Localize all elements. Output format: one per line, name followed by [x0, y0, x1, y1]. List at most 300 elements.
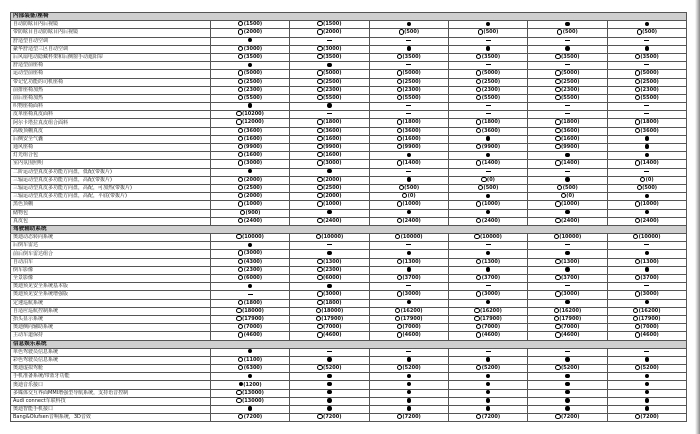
trim-cell: [528, 365, 607, 373]
trim-cell: [369, 176, 448, 184]
standard-dot-icon: [248, 284, 252, 288]
trim-cell: [211, 324, 290, 332]
option-price: (9900): [402, 144, 421, 151]
option-price: (5000): [481, 70, 501, 77]
optional-ring-icon: [555, 365, 560, 370]
option-price: (4300): [243, 258, 263, 265]
trim-cell: [290, 135, 369, 143]
standard-dot-icon: [565, 46, 569, 50]
trim-cell: [290, 406, 369, 414]
trim-cell: [211, 21, 290, 29]
optional-ring-icon: [238, 267, 243, 272]
table-row: [11, 144, 687, 152]
trim-cell: [448, 176, 527, 184]
trim-cell: [290, 381, 369, 389]
optional-ring-icon: [238, 259, 243, 264]
standard-dot-icon: [486, 153, 490, 157]
table-row: [11, 152, 687, 160]
standard-dot-icon: [486, 300, 490, 304]
standard-dot-icon: [486, 22, 490, 26]
table-row: [11, 266, 687, 274]
option-price: (3500): [243, 54, 263, 61]
feature-label: 自动防眩目内后视镜: [11, 21, 211, 29]
optional-ring-icon: [317, 414, 322, 419]
trim-cell: [369, 184, 448, 192]
standard-dot-icon: [565, 210, 569, 214]
optional-ring-icon: [317, 136, 322, 141]
feature-label: 自适应巡航控制系统: [11, 307, 211, 315]
not-available-dash-icon: [486, 113, 491, 114]
not-available-dash-icon: [565, 244, 570, 245]
feature-label: 室内氛围照明: [11, 160, 211, 168]
trim-cell: [290, 62, 369, 70]
standard-dot-icon: [486, 136, 490, 140]
trim-cell: [528, 37, 607, 45]
option-price: (2000): [323, 193, 342, 200]
optional-ring-icon: [317, 29, 322, 34]
feature-label: 三辐运动型真皮多功能方向盘，高配(带拨片): [11, 176, 211, 184]
optional-ring-icon: [474, 308, 479, 313]
trim-cell: [528, 168, 607, 176]
option-price: (17900): [638, 316, 661, 323]
option-price: (2500): [323, 185, 342, 192]
trim-cell: [290, 250, 369, 258]
trim-cell: [528, 217, 607, 225]
option-price: (1800): [323, 119, 342, 126]
standard-dot-icon: [407, 153, 411, 157]
trim-cell: [528, 307, 607, 315]
option-price: (7200): [640, 414, 659, 421]
table-row: [11, 324, 687, 332]
optional-ring-icon: [236, 316, 241, 321]
trim-cell: [369, 119, 448, 127]
table-row: [11, 119, 687, 127]
trim-cell: [211, 201, 290, 209]
option-price: (1600): [323, 135, 342, 142]
standard-dot-icon: [407, 177, 411, 181]
not-available-dash-icon: [486, 171, 491, 172]
table-row: [11, 94, 687, 102]
standard-dot-icon: [645, 390, 649, 394]
trim-cell: [369, 201, 448, 209]
trim-cell: [528, 176, 607, 184]
trim-cell: [211, 217, 290, 225]
trim-cell: [528, 414, 607, 422]
trim-cell: [290, 242, 369, 250]
table-row: [11, 78, 687, 86]
option-price: (9900): [561, 144, 580, 151]
trim-cell: [528, 70, 607, 78]
standard-dot-icon: [565, 153, 569, 157]
standard-dot-icon: [486, 267, 490, 271]
option-price: (3000): [323, 45, 342, 52]
optional-ring-icon: [476, 414, 481, 419]
optional-ring-icon: [476, 291, 481, 296]
trim-cell: [528, 266, 607, 274]
standard-dot-icon: [407, 300, 411, 304]
trim-cell: [211, 234, 290, 242]
trim-cell: [369, 53, 448, 61]
trim-cell: [211, 86, 290, 94]
trim-cell: [290, 184, 369, 192]
trim-cell: [607, 381, 686, 389]
feature-label: 多媒体交互界面MMI增强型导航系统，支持语音控制: [11, 389, 211, 397]
standard-dot-icon: [565, 398, 569, 402]
not-available-dash-icon: [644, 40, 649, 41]
feature-label: 奥迪侧向辅助系统: [11, 324, 211, 332]
standard-dot-icon: [645, 210, 649, 214]
table-row: [11, 250, 687, 258]
trim-cell: [290, 152, 369, 160]
trim-cell: [448, 389, 527, 397]
option-price: (4600): [402, 332, 421, 339]
option-price: (7200): [481, 414, 501, 421]
trim-cell: [290, 397, 369, 405]
optional-ring-icon: [317, 332, 322, 337]
optional-ring-icon: [238, 324, 243, 329]
trim-cell: [290, 201, 369, 209]
option-price: (2000): [323, 29, 342, 36]
trim-cell: [528, 258, 607, 266]
optional-ring-icon: [317, 79, 322, 84]
table-row: [11, 29, 687, 37]
equipment-table: [10, 12, 687, 422]
option-price: (7000): [402, 324, 421, 331]
option-price: (1300): [402, 258, 421, 265]
optional-ring-icon: [402, 193, 407, 198]
trim-cell: [607, 184, 686, 192]
trim-cell: [528, 29, 607, 37]
standard-dot-icon: [248, 103, 252, 107]
trim-cell: [211, 152, 290, 160]
standard-dot-icon: [486, 382, 490, 386]
trim-cell: [290, 217, 369, 225]
trim-cell: [607, 94, 686, 102]
trim-cell: [448, 250, 527, 258]
trim-cell: [369, 283, 448, 291]
optional-ring-icon: [555, 79, 560, 84]
optional-ring-icon: [640, 177, 645, 182]
option-price: (3500): [561, 54, 580, 61]
optional-ring-icon: [476, 87, 481, 92]
option-price: (1500): [243, 21, 263, 28]
trim-cell: [528, 373, 607, 381]
feature-label: 前后座椅加热: [11, 94, 211, 102]
section-header: [11, 13, 687, 21]
optional-ring-icon: [399, 185, 404, 190]
trim-cell: [607, 299, 686, 307]
trim-cell: [448, 86, 527, 94]
not-available-dash-icon: [565, 40, 570, 41]
trim-cell: [290, 315, 369, 323]
trim-cell: [448, 21, 527, 29]
feature-label: 豪华舒适型三区自动空调: [11, 45, 211, 53]
trim-cell: [211, 373, 290, 381]
trim-cell: [369, 373, 448, 381]
optional-ring-icon: [476, 275, 481, 280]
standard-dot-icon: [327, 251, 331, 255]
optional-ring-icon: [476, 365, 481, 370]
option-price: (3000): [243, 45, 263, 52]
not-available-dash-icon: [565, 351, 570, 352]
option-price: (3500): [402, 54, 421, 61]
optional-ring-icon: [637, 185, 642, 190]
feature-label: 单色驾驶员信息系统: [11, 348, 211, 356]
optional-ring-icon: [474, 316, 479, 321]
option-price: (5200): [561, 365, 580, 372]
trim-cell: [211, 111, 290, 119]
option-price: (2400): [640, 217, 659, 224]
not-available-dash-icon: [644, 244, 649, 245]
option-price: (1000): [323, 201, 342, 208]
option-price: (10000): [559, 234, 582, 241]
table-row: [11, 184, 687, 192]
option-price: (10200): [241, 111, 264, 118]
trim-cell: [211, 299, 290, 307]
trim-cell: [528, 94, 607, 102]
feature-label: 前排座椅加热: [11, 86, 211, 94]
not-available-dash-icon: [406, 113, 411, 114]
standard-dot-icon: [565, 267, 569, 271]
optional-ring-icon: [476, 79, 481, 84]
optional-ring-icon: [633, 308, 638, 313]
option-price: (1600): [243, 152, 263, 159]
trim-cell: [369, 78, 448, 86]
table-row: [11, 365, 687, 373]
option-price: (3600): [561, 127, 580, 134]
trim-cell: [211, 348, 290, 356]
trim-cell: [448, 258, 527, 266]
trim-cell: [290, 299, 369, 307]
trim-cell: [528, 86, 607, 94]
optional-ring-icon: [555, 144, 560, 149]
trim-cell: [369, 37, 448, 45]
trim-cell: [211, 62, 290, 70]
optional-ring-icon: [476, 324, 481, 329]
trim-cell: [607, 406, 686, 414]
optional-ring-icon: [238, 70, 243, 75]
standard-dot-icon: [327, 169, 331, 173]
optional-ring-icon: [555, 136, 560, 141]
option-price: (7000): [640, 324, 659, 331]
optional-ring-icon: [395, 316, 400, 321]
standard-dot-icon: [248, 63, 252, 67]
standard-dot-icon: [645, 251, 649, 255]
standard-dot-icon: [565, 300, 569, 304]
option-price: (16200): [400, 307, 423, 314]
standard-dot-icon: [486, 406, 490, 410]
optional-ring-icon: [238, 160, 243, 165]
option-price: (3600): [323, 127, 342, 134]
trim-cell: [290, 144, 369, 152]
optional-ring-icon: [317, 128, 322, 133]
trim-cell: [369, 168, 448, 176]
trim-cell: [607, 234, 686, 242]
option-price: (2300): [323, 266, 342, 273]
trim-cell: [290, 283, 369, 291]
standard-dot-icon: [486, 251, 490, 255]
trim-cell: [607, 373, 686, 381]
trim-cell: [528, 127, 607, 135]
trim-cell: [607, 111, 686, 119]
option-price: (500): [483, 185, 499, 192]
not-available-dash-icon: [327, 40, 332, 41]
optional-ring-icon: [555, 275, 560, 280]
standard-dot-icon: [486, 46, 490, 50]
optional-ring-icon: [238, 357, 243, 362]
standard-dot-icon: [248, 243, 252, 247]
optional-ring-icon: [555, 332, 560, 337]
trim-cell: [211, 258, 290, 266]
trim-cell: [528, 283, 607, 291]
standard-dot-icon: [407, 382, 411, 386]
trim-cell: [290, 332, 369, 340]
optional-ring-icon: [476, 201, 481, 206]
trim-cell: [290, 365, 369, 373]
trim-cell: [607, 144, 686, 152]
feature-label: 奥迪预见安全系统增强版: [11, 291, 211, 299]
standard-dot-icon: [645, 406, 649, 410]
not-available-dash-icon: [406, 105, 411, 106]
trim-cell: [290, 348, 369, 356]
trim-cell: [369, 307, 448, 315]
option-price: (7000): [243, 324, 263, 331]
option-price: (10000): [321, 234, 344, 241]
trim-cell: [211, 144, 290, 152]
standard-dot-icon: [486, 357, 490, 361]
option-price: (17900): [559, 316, 582, 323]
option-price: (2500): [323, 78, 342, 85]
trim-cell: [290, 21, 369, 29]
trim-cell: [211, 414, 290, 422]
feature-label: 阿尔卡塔拉真皮组合面料: [11, 119, 211, 127]
optional-ring-icon: [317, 193, 322, 198]
optional-ring-icon: [555, 54, 560, 59]
table-row: [11, 234, 687, 242]
optional-ring-icon: [555, 201, 560, 206]
trim-cell: [528, 184, 607, 192]
option-price: (17900): [479, 316, 502, 323]
optional-ring-icon: [555, 87, 560, 92]
trim-cell: [211, 94, 290, 102]
table-row: [11, 348, 687, 356]
option-price: (500): [404, 29, 420, 36]
option-price: (10000): [638, 234, 661, 241]
trim-cell: [528, 193, 607, 201]
option-price: (18000): [321, 307, 344, 314]
trim-cell: [211, 53, 290, 61]
table-row: [11, 111, 687, 119]
trim-cell: [528, 201, 607, 209]
option-price: (5000): [640, 70, 659, 77]
option-price: (2500): [402, 78, 421, 85]
trim-cell: [369, 111, 448, 119]
trim-cell: [211, 29, 290, 37]
not-available-dash-icon: [327, 351, 332, 352]
trim-cell: [448, 315, 527, 323]
optional-ring-icon: [317, 160, 322, 165]
table-row: [11, 37, 687, 45]
page-edge-shadow: [695, 0, 700, 434]
not-available-dash-icon: [406, 40, 411, 41]
option-price: (1600): [402, 135, 421, 142]
trim-cell: [448, 414, 527, 422]
table-row: [11, 70, 687, 78]
trim-cell: [607, 250, 686, 258]
option-price: (10000): [479, 234, 502, 241]
standard-dot-icon: [645, 194, 649, 198]
feature-label: 运动型前座椅: [11, 70, 211, 78]
trim-cell: [448, 127, 527, 135]
optional-ring-icon: [317, 70, 322, 75]
trim-cell: [528, 209, 607, 217]
not-available-dash-icon: [565, 285, 570, 286]
standard-dot-icon: [407, 22, 411, 26]
trim-cell: [528, 103, 607, 111]
table-row: [11, 307, 687, 315]
option-price: (2300): [243, 86, 263, 93]
option-price: (1000): [640, 201, 659, 208]
option-price: (5500): [243, 95, 263, 102]
trim-cell: [369, 86, 448, 94]
option-price: (3700): [561, 275, 580, 282]
option-price: (7200): [561, 414, 580, 421]
option-price: (1500): [323, 21, 342, 28]
standard-dot-icon: [407, 251, 411, 255]
trim-cell: [290, 291, 369, 299]
option-price: (2000): [243, 176, 263, 183]
trim-cell: [369, 365, 448, 373]
trim-cell: [607, 414, 686, 422]
trim-cell: [607, 275, 686, 283]
optional-ring-icon: [238, 152, 243, 157]
option-price: (3000): [243, 160, 263, 167]
optional-ring-icon: [238, 275, 243, 280]
option-price: (2400): [323, 217, 342, 224]
option-price: (1800): [481, 119, 501, 126]
table-row: [11, 62, 687, 70]
table-row: [11, 193, 687, 201]
trim-cell: [211, 397, 290, 405]
trim-cell: [448, 168, 527, 176]
not-available-dash-icon: [644, 113, 649, 114]
not-available-dash-icon: [644, 171, 649, 172]
section-header: [11, 340, 687, 348]
not-available-dash-icon: [565, 64, 570, 65]
optional-ring-icon: [238, 144, 243, 149]
option-price: (2000): [323, 176, 342, 183]
optional-ring-icon: [555, 160, 560, 165]
table-row: [11, 127, 687, 135]
trim-cell: [211, 103, 290, 111]
trim-cell: [369, 94, 448, 102]
standard-dot-icon: [407, 406, 411, 410]
option-price: (2500): [640, 78, 659, 85]
not-available-dash-icon: [486, 40, 491, 41]
option-price: (500): [562, 29, 578, 36]
trim-cell: [607, 45, 686, 53]
optional-ring-icon: [633, 316, 638, 321]
optional-ring-icon: [236, 308, 241, 313]
option-price: (9900): [481, 144, 501, 151]
trim-cell: [528, 389, 607, 397]
option-price: (10000): [241, 234, 264, 241]
not-available-dash-icon: [486, 285, 491, 286]
table-row: [11, 53, 687, 61]
trim-cell: [211, 406, 290, 414]
option-price: (5200): [323, 365, 342, 372]
option-price: (1800): [640, 119, 659, 126]
